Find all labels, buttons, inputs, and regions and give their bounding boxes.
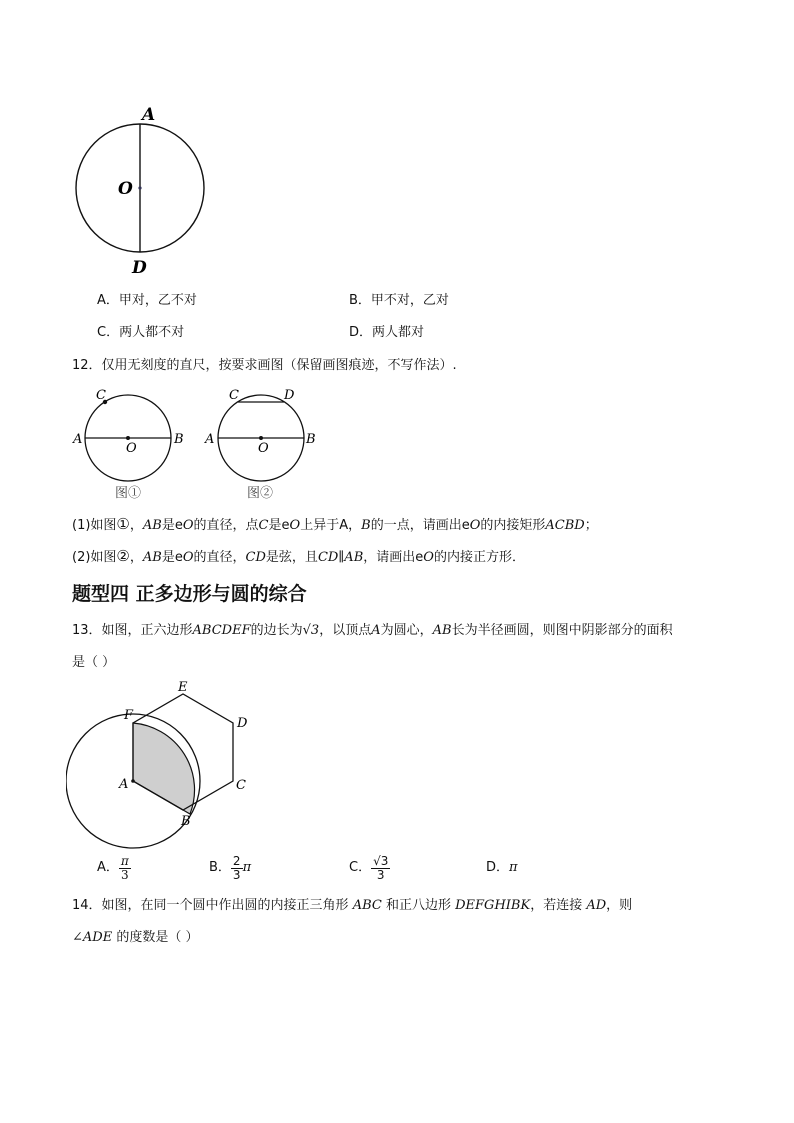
option-letter: B． xyxy=(349,293,371,308)
math-AB: AB xyxy=(432,623,452,638)
caption-fig-2: 图② xyxy=(247,486,274,501)
option-letter: D． xyxy=(349,325,373,340)
text: 的度数是（ ） xyxy=(116,930,199,945)
label-O: O xyxy=(118,179,133,199)
q13-stem-line-1 xyxy=(72,623,673,639)
q13-option-b xyxy=(209,851,251,885)
q13-figure xyxy=(66,675,266,850)
math-C: C xyxy=(258,518,269,533)
text: 的直径，点 xyxy=(193,518,259,533)
shaded-region xyxy=(133,723,195,814)
q11-option-a xyxy=(97,293,197,309)
text: 是弦，且 xyxy=(265,550,318,565)
label-O: O xyxy=(126,441,137,456)
label-D: D xyxy=(284,388,295,403)
math-A: A xyxy=(339,518,349,533)
math-DEFGHIBK: DEFGHIBK xyxy=(455,898,531,913)
text: 是 xyxy=(161,550,175,565)
numerator: 2 xyxy=(232,853,241,868)
label-E: E xyxy=(178,680,188,695)
text: 的一点，请画出 xyxy=(370,518,462,533)
q13-option-c xyxy=(349,851,390,885)
q11-option-b xyxy=(349,293,449,309)
figure-ref: ① xyxy=(116,515,130,533)
denominator: 3 xyxy=(376,867,385,882)
section-title: 题型四 正多边形与圆的综合 xyxy=(72,583,307,605)
q13-stem-line-2: 是（ ） xyxy=(72,655,116,670)
caption-fig-1: 图① xyxy=(115,486,142,501)
label-B: B xyxy=(174,432,184,447)
option-letter: A． xyxy=(97,860,119,875)
text: 的边长为 xyxy=(250,623,303,638)
label-C: C xyxy=(96,388,106,403)
text: ，请画出 xyxy=(363,550,416,565)
label-D: D xyxy=(237,716,248,731)
fraction xyxy=(371,855,390,882)
text: (1)如图 xyxy=(72,518,117,533)
point-A xyxy=(131,779,135,783)
math-O: O xyxy=(423,550,434,565)
q13-option-a xyxy=(97,851,131,885)
label-A: A xyxy=(73,432,83,447)
text: (2)如图 xyxy=(72,550,117,565)
q12-sub-1 xyxy=(72,516,598,534)
label-D: D xyxy=(132,258,147,278)
text: 是 xyxy=(268,518,282,533)
text: ； xyxy=(584,518,598,533)
text: 和正八边形 xyxy=(385,898,451,913)
math-AD: AD xyxy=(586,898,607,913)
option-letter: B． xyxy=(209,860,231,875)
label-O: O xyxy=(258,441,269,456)
text: ，以顶点 xyxy=(319,623,372,638)
text: ， xyxy=(129,518,143,533)
text: 长为半径画圆，则图中阴影部分的面积 xyxy=(451,623,673,638)
label-A: A xyxy=(205,432,215,447)
q12-figure-2 xyxy=(202,385,327,503)
circle-symbol: e xyxy=(174,518,183,533)
circle-symbol: e xyxy=(174,550,183,565)
numerator: π xyxy=(120,853,129,868)
label-A: A xyxy=(119,777,129,792)
option-text: 甲对，乙不对 xyxy=(118,293,197,308)
q14-stem-line-1 xyxy=(72,898,632,914)
math-AB: AB xyxy=(142,518,162,533)
point-O xyxy=(259,436,263,440)
label-F: F xyxy=(124,708,134,723)
circle-symbol: e xyxy=(415,550,424,565)
math-AB: AB xyxy=(142,550,162,565)
label-C: C xyxy=(229,388,239,403)
option-letter: D． xyxy=(486,860,510,875)
label-C: C xyxy=(236,778,246,793)
fraction xyxy=(231,855,243,882)
math-sqrt3: √3 xyxy=(302,623,320,638)
figure-ref: ② xyxy=(116,547,130,565)
numerator: √3 xyxy=(373,853,389,868)
option-text: 甲不对，乙对 xyxy=(370,293,449,308)
text: 的内接正方形． xyxy=(433,550,525,565)
q12-figure-1 xyxy=(70,385,195,503)
pi-symbol: π xyxy=(509,860,518,875)
text: 上异于 xyxy=(300,518,340,533)
text: 13．如图，正六边形 xyxy=(72,623,193,638)
point-O xyxy=(126,436,130,440)
label-B: B xyxy=(181,814,191,829)
option-letter: C． xyxy=(349,860,372,875)
math-O: O xyxy=(289,518,301,533)
math-O: O xyxy=(469,518,481,533)
math-B: B xyxy=(361,518,371,533)
text: 14．如图，在同一个圆中作出圆的内接正三角形 xyxy=(72,898,349,913)
q13-option-d xyxy=(486,851,518,885)
circle-symbol: e xyxy=(461,518,470,533)
text: 为圆心， xyxy=(380,623,433,638)
text: ， xyxy=(129,550,143,565)
q12-stem: 12．仅用无刻度的直尺，按要求画图（保留画图痕迹，不写作法）. xyxy=(72,358,457,373)
label-B: B xyxy=(306,432,316,447)
q11-option-d xyxy=(349,325,424,341)
text: ，若连接 xyxy=(530,898,583,913)
text: 的内接矩形 xyxy=(480,518,546,533)
pi-symbol: π xyxy=(242,860,252,875)
denominator: 3 xyxy=(121,867,129,882)
text: 是 xyxy=(161,518,175,533)
option-letter: A． xyxy=(97,293,119,308)
option-letter: C． xyxy=(97,325,120,340)
figure-circle-diameter xyxy=(60,100,220,280)
option-text: 两人都不对 xyxy=(119,325,185,340)
math-ACBD: ACBD xyxy=(545,518,585,533)
math-O: O xyxy=(182,550,194,565)
q11-option-c xyxy=(97,325,184,341)
math-ABC: ABC xyxy=(352,898,382,913)
q12-sub-2 xyxy=(72,548,525,566)
math-CD-parallel-AB: CD∥AB xyxy=(317,550,364,565)
math-CD: CD xyxy=(245,550,266,565)
math-angle-ADE: ∠ADE xyxy=(72,930,113,945)
text: ， xyxy=(348,518,362,533)
math-O: O xyxy=(182,518,194,533)
fraction xyxy=(119,855,131,882)
label-A: A xyxy=(142,105,156,125)
math-A: A xyxy=(371,623,381,638)
option-text: 两人都对 xyxy=(372,325,425,340)
text: ，则 xyxy=(606,898,633,913)
denominator: 3 xyxy=(232,867,241,882)
center-dot xyxy=(138,186,141,189)
q14-stem-line-2 xyxy=(72,930,198,946)
circle-symbol: e xyxy=(281,518,290,533)
text: 的直径， xyxy=(193,550,246,565)
math-ABCDEF: ABCDEF xyxy=(192,623,251,638)
